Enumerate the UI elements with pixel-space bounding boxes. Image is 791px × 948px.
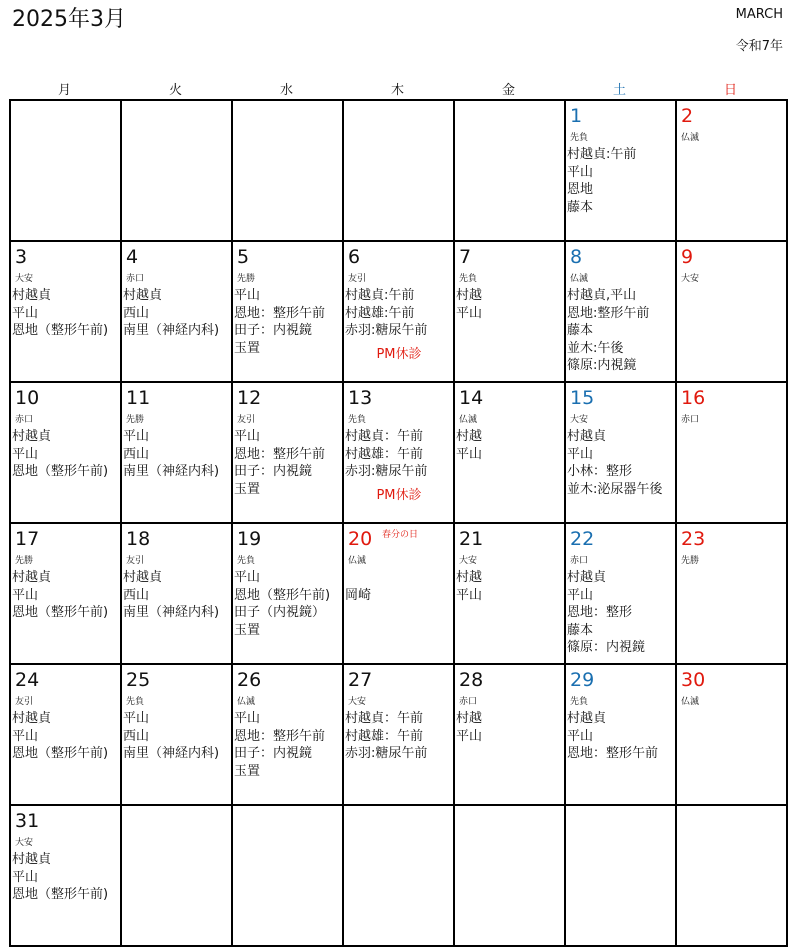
weekday-sat: 土 [612,83,626,98]
day-number: 7 [459,246,472,268]
rokuyo-label: 仏滅 [459,415,478,425]
empty-day-cell [233,806,344,947]
empty-day-cell [455,806,566,947]
day-cell [344,242,455,383]
weekday-mon: 月 [57,83,71,98]
rokuyo-label: 先勝 [15,556,34,566]
day-cell [233,383,344,524]
rokuyo-label: 先負 [126,697,145,707]
doctor-entry: 恩地：整形午前 [567,746,659,761]
empty-day-cell [344,101,455,242]
doctor-entry: 平山 [567,446,594,462]
rokuyo-label: 仏滅 [237,697,256,707]
rokuyo-label: 赤口 [570,556,589,566]
doctor-entry: 平山 [12,446,39,462]
weekday-sun: 日 [723,83,737,98]
day-cell [455,524,566,665]
day-cell [122,242,233,383]
doctor-entry: 赤羽:糖尿午前 [345,323,428,338]
doctor-entry: 西山 [123,305,150,321]
weekday-wed: 水 [279,83,293,98]
empty-day-cell [11,101,122,242]
day-number: 5 [237,246,250,268]
empty-day-cell [122,806,233,947]
doctor-entry: 並木:泌尿器午後 [567,481,663,497]
rokuyo-label: 先負 [237,556,256,566]
doctor-entry: 村越貞:午前 [345,288,415,303]
rokuyo-label: 先負 [570,133,589,143]
rokuyo-label: 先負 [570,697,589,707]
day-number: 26 [237,669,262,691]
doctor-entry: 玉置 [234,622,261,638]
day-number: 12 [237,387,262,409]
empty-day-cell [122,101,233,242]
day-cell [233,524,344,665]
rokuyo-label: 大安 [459,556,478,566]
doctor-entry: 玉置 [234,481,261,497]
doctor-entry: 平山 [234,570,261,585]
day-cell [11,524,122,665]
day-cell [11,806,122,947]
doctor-entry: 赤羽:糖尿午前 [345,464,428,479]
closure-note: PM休診 [376,487,422,503]
doctor-entry: 恩地：整形 [567,605,633,620]
weekday-thu: 木 [390,83,404,98]
rokuyo-label: 仏滅 [681,697,700,707]
doctor-entry: 村越貞 [123,570,163,585]
doctor-entry: 篠原：内視鏡 [567,640,646,655]
day-cell [677,101,788,242]
doctor-entry: 村越貞 [12,711,52,726]
rokuyo-label: 先負 [459,274,478,284]
weekday-fri: 金 [501,83,515,98]
day-cell [11,665,122,806]
doctor-entry: 恩地（整形午前) [234,587,331,603]
doctor-entry: 平山 [456,728,483,744]
empty-day-cell [677,806,788,947]
doctor-entry: 村越貞 [567,711,607,726]
doctor-entry: 平山 [12,305,39,321]
doctor-entry: 平山 [123,429,150,444]
doctor-entry: 恩地：整形午前 [234,446,326,462]
doctor-entry: 村越 [456,570,483,585]
doctor-entry: 並木:午後 [567,340,624,356]
doctor-entry: 田子：内視鏡 [234,464,313,479]
doctor-entry: 玉置 [234,763,261,779]
empty-day-cell [455,101,566,242]
doctor-entry: 村越 [456,429,483,444]
day-number: 2 [681,105,694,127]
doctor-entry: 恩地（整形午前) [12,887,109,902]
day-number: 18 [126,528,151,550]
rokuyo-label: 赤口 [126,274,145,284]
day-number: 11 [126,387,151,409]
day-cell [11,383,122,524]
doctor-entry: 南里（神経内科) [123,323,220,338]
day-cell [233,242,344,383]
day-number: 17 [15,528,40,550]
doctor-entry: 平山 [567,164,594,180]
rokuyo-label: 先勝 [681,556,700,566]
day-number: 27 [348,669,373,691]
weekday-tue: 火 [168,83,182,98]
day-number: 15 [570,387,595,409]
doctor-entry: 南里（神経内科) [123,605,220,620]
day-number: 21 [459,528,484,550]
day-number: 13 [348,387,373,409]
doctor-entry: 平山 [12,728,39,744]
day-cell [455,383,566,524]
doctor-entry [345,569,453,587]
doctor-entry: 村越貞:午前 [567,147,637,162]
doctor-entry: 村越雄：午前 [345,728,424,744]
doctor-entry: 南里（神経内科) [123,464,220,479]
rokuyo-label: 先勝 [126,415,145,425]
day-cell [344,383,455,524]
doctor-entry: 篠原:内視鏡 [567,358,637,373]
doctor-entry: 田子（内視鏡） [234,605,326,620]
holiday-label: 春分の日 [382,530,419,540]
day-cell [233,665,344,806]
rokuyo-label: 友引 [348,274,367,284]
rokuyo-label: 大安 [348,697,367,707]
day-cell [122,383,233,524]
day-number: 28 [459,669,484,691]
rokuyo-label: 大安 [681,274,700,284]
doctor-entry: 村越貞 [12,570,52,585]
rokuyo-label: 友引 [126,556,145,566]
doctor-entry: 恩地：整形午前 [234,305,326,321]
doctor-entry: 恩地（整形午前) [12,605,109,620]
day-cell [566,524,677,665]
day-cell [677,524,788,665]
doctor-entry: 恩地 [567,182,594,197]
doctor-entry: 村越雄:午前 [345,305,415,321]
closure-note: PM休診 [376,346,422,362]
doctor-entry: 平山 [12,587,39,603]
doctor-entry: 恩地:整形午前 [567,305,650,321]
day-cell [677,383,788,524]
day-number: 4 [126,246,139,268]
day-cell [455,665,566,806]
doctor-entry: 平山 [234,711,261,726]
calendar-grid [9,99,788,947]
day-cell [455,242,566,383]
doctor-entry: 藤本 [567,323,594,338]
rokuyo-label: 仏滅 [348,556,367,566]
rokuyo-label: 赤口 [15,415,34,425]
doctor-entry: 平山 [567,728,594,744]
day-cell [344,665,455,806]
doctor-entry: 平山 [456,305,483,321]
day-number: 1 [570,105,583,127]
day-number: 16 [681,387,706,409]
doctor-entry: 平山 [456,587,483,603]
rokuyo-label: 大安 [570,415,589,425]
doctor-entry: 玉置 [234,340,261,356]
doctor-entry: 村越貞 [12,852,52,867]
day-number: 6 [348,246,361,268]
day-cell [677,665,788,806]
doctor-entry: 村越貞 [12,288,52,303]
weekday-header [9,79,786,98]
day-number: 10 [15,387,40,409]
doctor-entry: 平山 [234,429,261,444]
rokuyo-label: 赤口 [459,697,478,707]
day-cell [122,524,233,665]
doctor-entry: 平山 [12,869,39,885]
doctor-entry: 恩地（整形午前) [12,746,109,761]
day-number: 9 [681,246,694,268]
rokuyo-label: 先勝 [237,274,256,284]
doctor-entry: 村越 [456,288,483,303]
doctor-entry: 平山 [456,446,483,462]
day-number: 20 [348,528,373,550]
rokuyo-label: 赤口 [681,415,700,425]
day-cell [122,665,233,806]
day-number: 14 [459,387,484,409]
day-cell [677,242,788,383]
doctor-entry: 小林：整形 [567,464,633,479]
rokuyo-label: 仏滅 [681,133,700,143]
doctor-entry: 恩地（整形午前) [12,464,109,479]
doctor-entry: 西山 [123,587,150,603]
doctor-entry: 村越貞：午前 [345,429,424,444]
rokuyo-label: 大安 [15,838,34,848]
doctor-entry: 平山 [123,711,150,726]
doctor-entry: 恩地：整形午前 [234,728,326,744]
day-number: 3 [15,246,28,268]
rokuyo-label: 仏滅 [570,274,589,284]
day-cell [566,665,677,806]
doctor-entry: 藤本 [567,622,594,638]
day-number: 25 [126,669,151,691]
day-cell [11,242,122,383]
doctor-entry: 田子：内視鏡 [234,323,313,338]
doctor-entry: 村越貞：午前 [345,711,424,726]
doctor-entry: 村越貞 [12,429,52,444]
doctor-entry: 村越 [456,711,483,726]
doctor-entry: 村越貞 [123,288,163,303]
day-cell [566,101,677,242]
doctor-entry: 村越貞 [567,429,607,444]
doctor-entry: 村越雄：午前 [345,446,424,462]
doctor-entry: 西山 [123,728,150,744]
doctor-entry: 田子：内視鏡 [234,746,313,761]
doctor-entry: 藤本 [567,199,594,215]
empty-day-cell [233,101,344,242]
day-number: 31 [15,810,40,832]
doctor-entry: 村越貞,平山 [567,288,637,303]
doctor-entry: 平山 [234,288,261,303]
calendar-title: 2025年3月 [12,7,126,32]
empty-day-cell [344,806,455,947]
day-cell [344,524,455,665]
day-number: 30 [681,669,706,691]
doctor-entry: 岡崎 [345,587,372,603]
rokuyo-label: 大安 [15,274,34,284]
doctor-entry: 村越貞 [567,570,607,585]
day-cell [566,383,677,524]
day-number: 19 [237,528,262,550]
doctor-entry: 赤羽:糖尿午前 [345,746,428,761]
rokuyo-label: 友引 [237,415,256,425]
era-year: 令和7年 [735,39,783,54]
doctor-entry: 南里（神経内科) [123,746,220,761]
doctor-entry: 恩地（整形午前) [12,323,109,338]
month-english: MARCH [735,7,783,22]
doctor-entry: 西山 [123,446,150,462]
doctor-entry: 平山 [567,587,594,603]
day-cell [566,242,677,383]
rokuyo-label: 友引 [15,697,34,707]
day-number: 8 [570,246,583,268]
empty-day-cell [566,806,677,947]
day-number: 24 [15,669,40,691]
day-number: 29 [570,669,595,691]
rokuyo-label: 先負 [348,415,367,425]
day-number: 22 [570,528,595,550]
day-number: 23 [681,528,706,550]
